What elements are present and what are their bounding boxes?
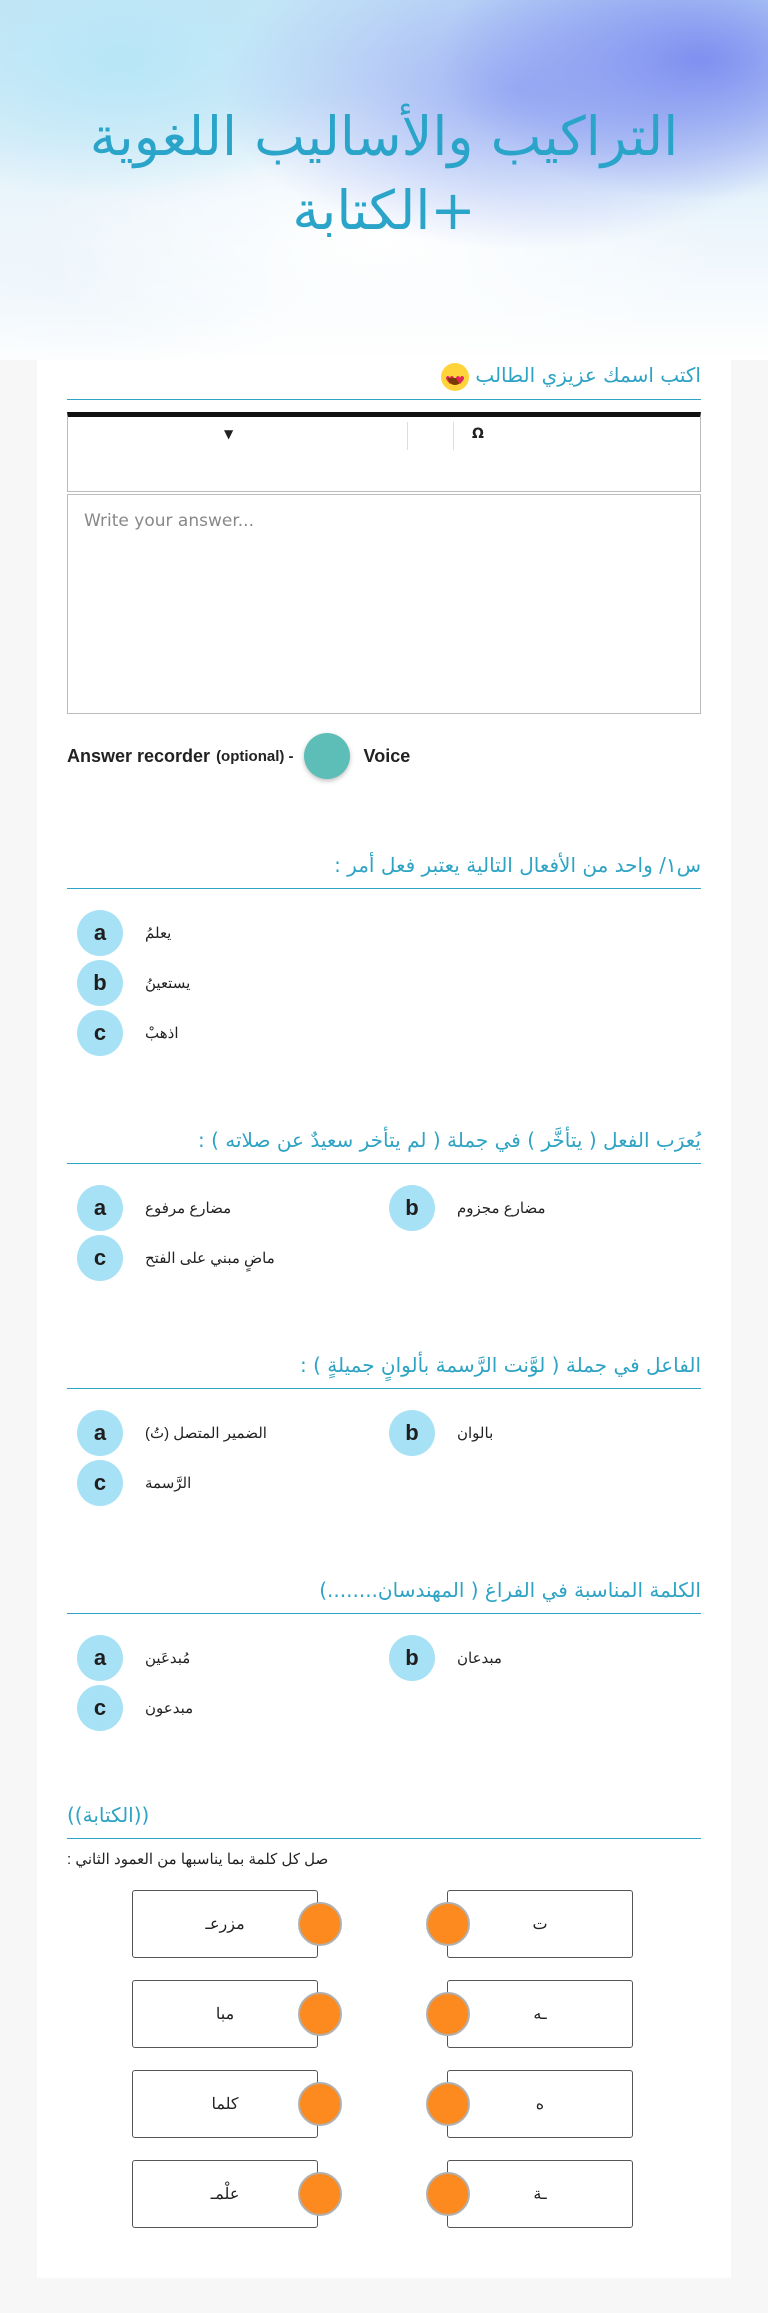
option-letter-badge: c [77,1010,123,1056]
match-right-connector[interactable] [426,1992,470,2036]
rich-text-toolbar [67,412,701,492]
question-3-option-a[interactable] [77,1410,267,1456]
special-character-button[interactable]: Ω [472,426,484,442]
voice-label: Voice [363,745,411,766]
match-right-connector[interactable] [426,2082,470,2126]
question-4-title: الكلمة المناسبة في الفراغ ( المهندسان........) [67,1575,701,1614]
question-4-option-c[interactable] [77,1685,193,1731]
font-dropdown-caret-icon[interactable]: ▼ [224,427,234,441]
option-text: مبدعون [145,1700,194,1717]
question-1-option-c[interactable] [77,1010,179,1056]
option-text: مضارع مرفوع [145,1200,232,1217]
option-letter-badge: a [77,910,123,956]
question-1-title: س١/ واحد من الأفعال التالية يعتبر فعل أمر : [67,850,701,889]
question-3-option-c[interactable] [77,1460,191,1506]
match-right-item[interactable]: ت [447,1890,633,1958]
question-2-option-c[interactable] [77,1235,275,1281]
question-2-title: يُعرَب الفعل ( يتأخَّر ) في جملة ( لم يتأخر سعيدٌ عن صلاته ) : [67,1125,701,1164]
matching-instruction: صل كل كلمة بما يناسبها من العمود الثاني : [67,1851,329,1868]
recorder-label: Answer recorder [67,745,211,766]
match-left-connector[interactable] [298,2172,342,2216]
option-text: مُبدعَين [145,1650,191,1667]
answer-recorder [67,732,410,780]
option-letter-badge: c [77,1460,123,1506]
option-letter-badge: a [77,1410,123,1456]
header-banner [0,0,768,360]
option-text: يعلمُ [145,925,172,942]
record-voice-button[interactable] [304,733,350,779]
question-1-option-b[interactable] [77,960,190,1006]
option-text: ماضٍ مبني على الفتح [145,1250,275,1267]
question-4-option-a[interactable] [77,1635,190,1681]
question-3-option-b[interactable] [389,1410,493,1456]
option-letter-badge: b [389,1410,435,1456]
question-2-option-b[interactable] [389,1185,546,1231]
match-right-item[interactable]: ـة [447,2160,633,2228]
option-letter-badge: b [389,1635,435,1681]
match-right-item[interactable]: ـه [447,1980,633,2048]
heart-eyes-emoji-icon [441,363,469,391]
question-2-option-a[interactable] [77,1185,231,1231]
worksheet-card [37,360,731,2278]
match-left-item[interactable]: كلما [132,2070,318,2138]
option-letter-badge: c [77,1235,123,1281]
option-text: يستعينُ [145,975,191,992]
option-text: مبدعان [457,1650,502,1667]
name-question-title [67,360,701,400]
option-letter-badge: a [77,1635,123,1681]
match-left-item[interactable]: علْمـ [132,2160,318,2228]
answer-textarea[interactable]: Write your answer... [67,494,701,714]
recorder-optional-label: (optional) - [216,747,294,765]
question-1-option-a[interactable] [77,910,171,956]
question-4-option-b[interactable] [389,1635,502,1681]
option-text: مضارع مجزوم [457,1200,546,1217]
option-letter-badge: c [77,1685,123,1731]
page-title: التراكيب والأساليب اللغوية +الكتابة [89,105,679,242]
option-letter-badge: b [77,960,123,1006]
question-3-title: الفاعل في جملة ( لوَّنت الرَّسمة بألوانٍ جميلةٍ ) : [67,1350,701,1389]
match-left-connector[interactable] [298,2082,342,2126]
option-text: بالوان [457,1425,494,1442]
match-left-item[interactable]: مبا [132,1980,318,2048]
option-letter-badge: a [77,1185,123,1231]
toolbar-divider [407,422,408,450]
match-left-connector[interactable] [298,1992,342,2036]
writing-section-title: ((الكتابة)) [67,1800,701,1839]
match-right-connector[interactable] [426,1902,470,1946]
name-question-text: اكتب اسمك عزيزي الطالب [475,363,701,387]
option-text: الرَّسمة [145,1475,192,1492]
option-text: اذهبْ [145,1025,179,1042]
option-text: الضمير المتصل (تُ) [145,1425,267,1442]
match-left-connector[interactable] [298,1902,342,1946]
toolbar-divider [453,422,454,450]
match-right-item[interactable]: ه [447,2070,633,2138]
match-right-connector[interactable] [426,2172,470,2216]
match-left-item[interactable]: مزرعـ [132,1890,318,1958]
option-letter-badge: b [389,1185,435,1231]
